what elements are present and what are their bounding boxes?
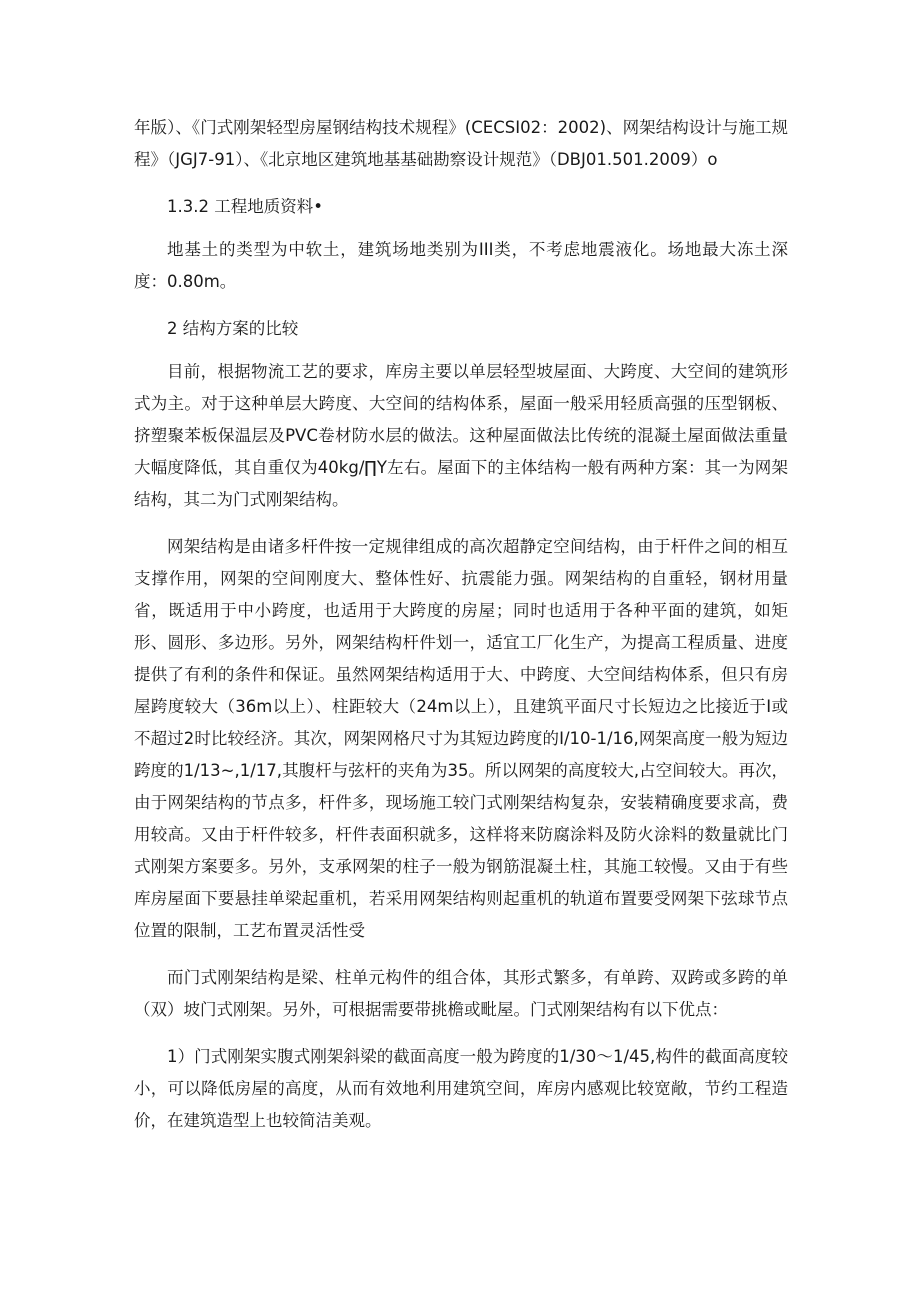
section-heading-structure-comparison: 2 结构方案的比较 <box>167 319 299 338</box>
paragraph-portal-frame: 而门式刚架结构是梁、柱单元构件的组合体，其形式繁多，有单跨、双跨或多跨的单（双）坡门式刚架。另外，可根据需要带挑檐或毗屋。门式刚架结构有以下优点： <box>134 968 788 1019</box>
section-heading-geology: 1.3.2 工程地质资料• <box>167 197 323 216</box>
paragraph-standards-list: 年版）、《门式刚架轻型房屋钢结构技术规程》(CECSI02：2002)、网架结构设计与施工规程》（JGJ7-91）、《北京地区建筑地基基础勘察设计规范》（DBJ01.501.2009）o <box>134 118 788 169</box>
paragraph-advantage-1: 1）门式刚架实腹式刚架斜梁的截面高度一般为跨度的1/30～1/45,构件的截面高度较小，可以降低房屋的高度，从而有效地利用建筑空间，库房内感观比较宽敞，节约工程造价，在建筑造型上也较简洁美观。 <box>134 1047 788 1130</box>
paragraph-soil-type: 地基土的类型为中软土，建筑场地类别为III类，不考虑地震液化。场地最大冻土深度：0.80m。 <box>134 240 788 291</box>
paragraph-roof-system: 目前，根据物流工艺的要求，库房主要以单层轻型坡屋面、大跨度、大空间的建筑形式为主。对于这种单层大跨度、大空间的结构体系，屋面一般采用轻质高强的压型钢板、挤塑聚苯板保温层及PVC卷材防水层的做法。这种屋面做法比传统的混凝土屋面做法重量大幅度降低，其自重仅为40kg/∏Y左右。屋面下的主体结构一般有两种方案：其一为网架结构，其二为门式刚架结构。 <box>134 362 788 509</box>
paragraph-space-frame: 网架结构是由诸多杆件按一定规律组成的高次超静定空间结构，由于杆件之间的相互支撑作用，网架的空间刚度大、整体性好、抗震能力强。网架结构的自重轻，钢材用量省，既适用于中小跨度，也适用于大跨度的房屋；同时也适用于各种平面的建筑，如矩形、圆形、多边形。另外，网架结构杆件划一，适宜工厂化生产，为提高工程质量、进度提供了有利的条件和保证。虽然网架结构适用于大、中跨度、大空间结构体系，但只有房屋跨度较大（36m以上）、柱距较大（24m以上），且建筑平面尺寸长短边之比接近于I或不超过2时比较经济。其次，网架网格尺寸为其短边跨度的I/10-1/16,网架高度一般为短边跨度的1/13~,1/17,其腹杆与弦杆的夹角为35。所以网架的高度较大,占空间较大。再次，由于网架结构的节点多，杆件多，现场施工较门式刚架结构复杂，安装精确度要求高，费用较高。又由于杆件较多，杆件表面积就多，这样将来防腐涂料及防火涂料的数量就比门式刚架方案要多。另外，支承网架的柱子一般为钢筋混凝土柱，其施工较慢。又由于有些库房屋面下要悬挂单梁起重机，若采用网架结构则起重机的轨道布置要受网架下弦球节点位置的限制，工艺布置灵活性受 <box>134 537 788 940</box>
